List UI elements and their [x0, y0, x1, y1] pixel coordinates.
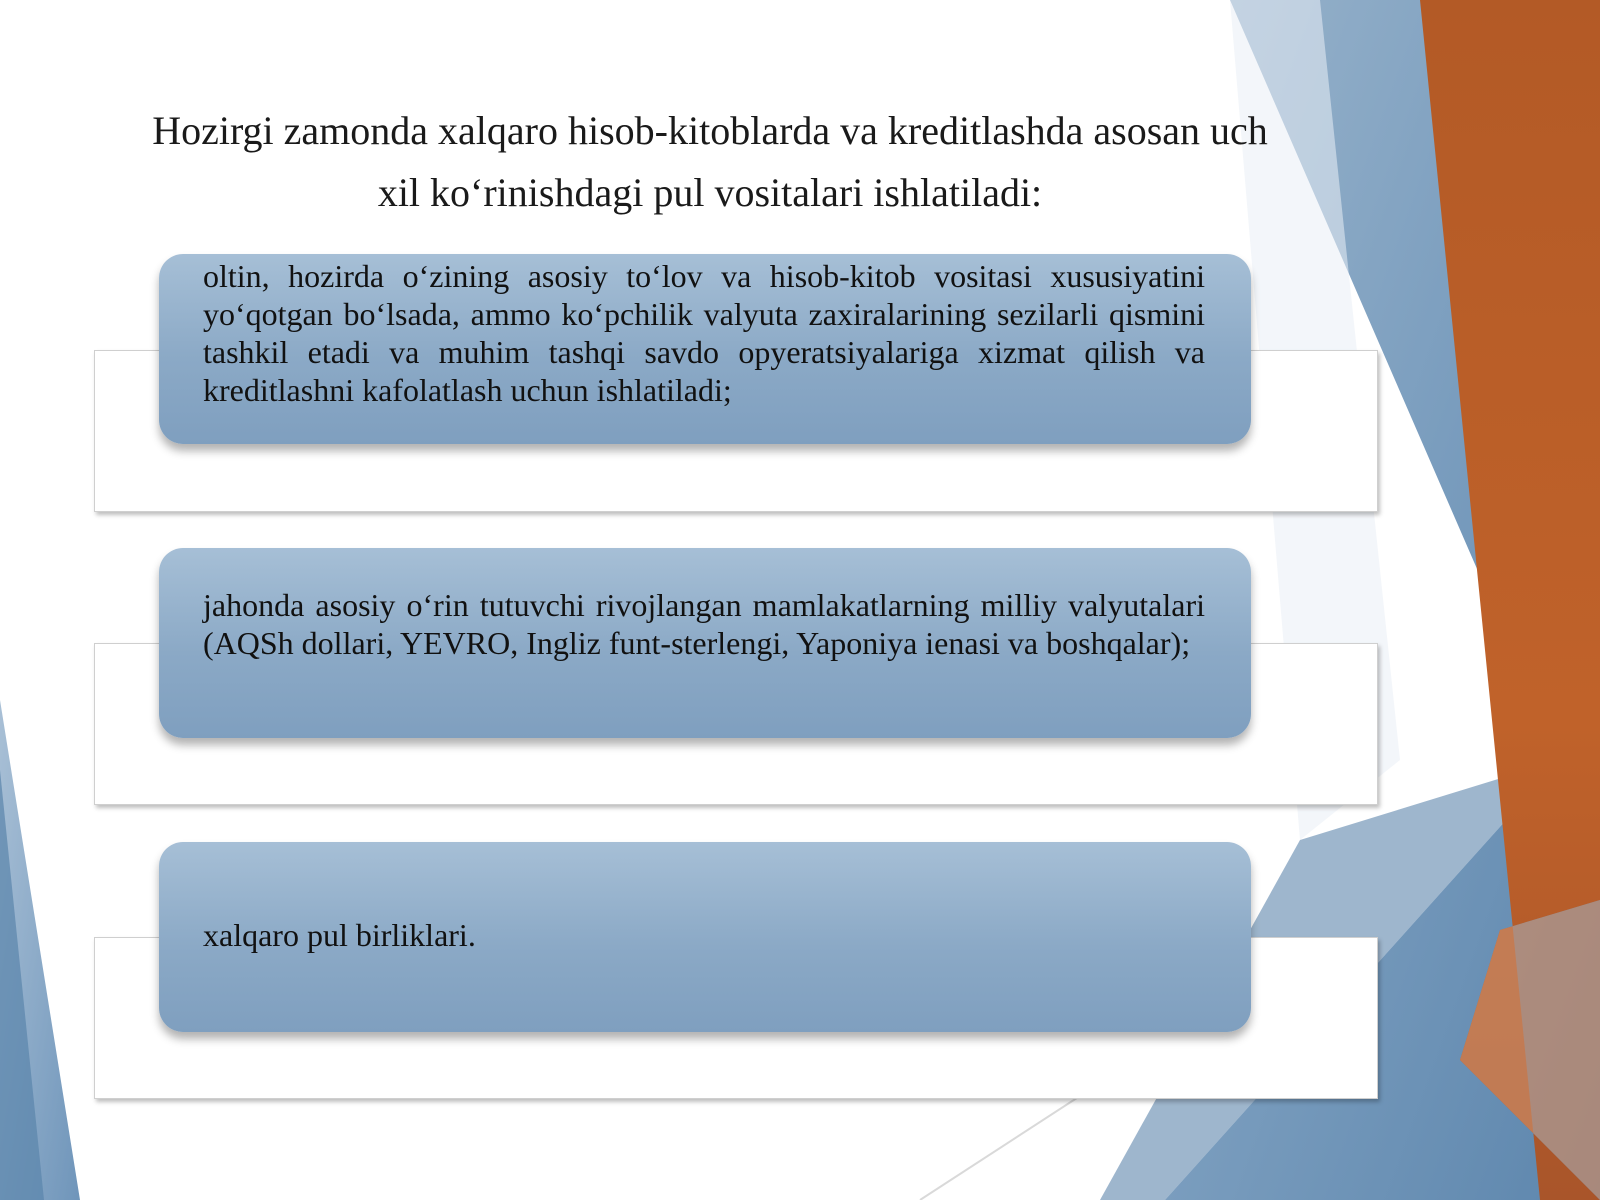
card-1-text: oltin, hozirda o‘zining asosiy to‘lov va hisob-kitob vositasi xususiyatini yo‘qotgan bo‘lsada, ammo ko‘pchilik valyuta zaxiralarining sezilarli qismini tashkil etadi va muhim tashqi savdo opyeratsiyalariga xizmat qilish va kreditlashni kafolatlash uchun ishlatiladi; — [203, 258, 1205, 408]
card-2-text: jahonda asosiy o‘rin tutuvchi rivojlangan mamlakatlarning milliy valyutalari (AQSh dollari, YEVRO, Ingliz funt-sterlengi, Yaponiya ienasi va boshqalar); — [203, 587, 1205, 661]
card-3 — [159, 842, 1251, 1032]
card-1 — [159, 254, 1251, 444]
left-blue-panel — [0, 700, 80, 1200]
slide-title: Hozirgi zamonda xalqaro hisob-kitoblarda va kreditlashda asosan uch xil ko‘rinishdagi pul vositalari ishlatiladi: — [152, 108, 1268, 215]
card-2 — [159, 548, 1251, 738]
card-3-text: xalqaro pul birliklari. — [203, 917, 476, 953]
